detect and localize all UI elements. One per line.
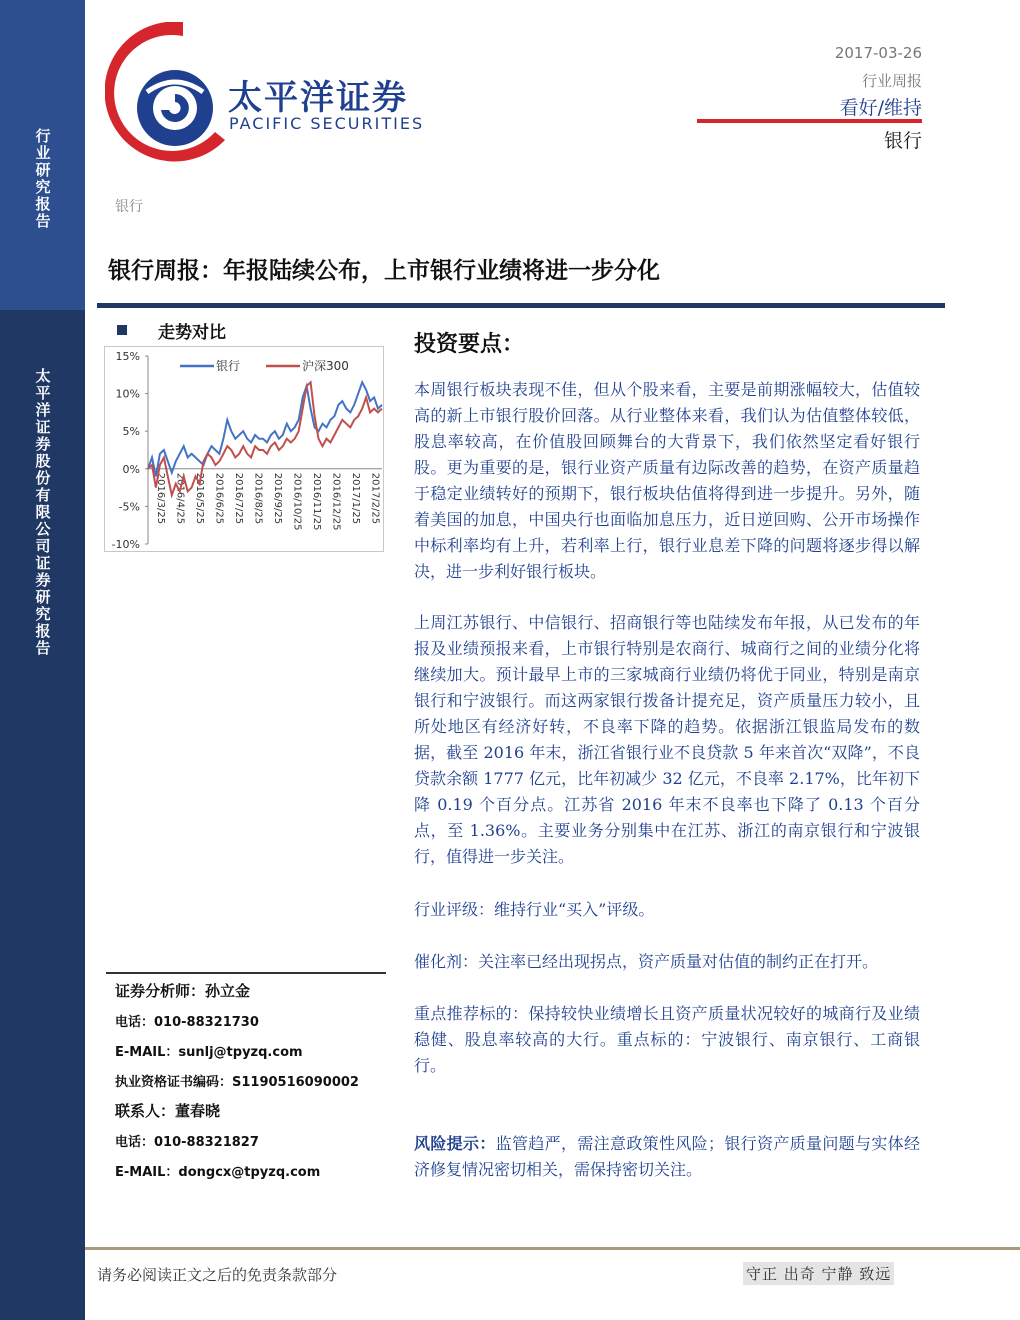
y-tick-label: -5%	[118, 500, 140, 514]
x-tick-label: 2016/8/25	[252, 472, 264, 525]
paragraph-sector-view: 本周银行板块表现不佳，但从个股来看，主要是前期涨幅较大，估值较高的新上市银行股价回落。从行业整体来看，我们认为估值整体较低，股息率较高，在价值股回顾舞台的大背景下，我们依然坚定看好银行股。更为重要的是，银行业资产质量有边际改善的趋势，在资产质量趋于稳定业绩转好的预期下，银行板块估值将得到进一步提升。另外，随着美国的加息，中国央行也面临加息压力，近日逆回购、公开市场操作中标利率均有上升，若利率上行，银行业息差下降的问题将逐步得以解决，进一步利好银行板块。	[414, 380, 920, 581]
key-points-title: 投资要点：	[414, 331, 525, 357]
analyst-email: E-MAIL：sunlj@tpyzq.com	[115, 1045, 303, 1060]
brand-name-cn: 太平洋证券	[228, 78, 408, 118]
sidebar-label-report: 行业研究报告	[35, 127, 51, 230]
header-red-rule	[697, 119, 922, 123]
y-tick-label: 10%	[115, 387, 140, 401]
company-motto: 守正 出奇 宁静 致远	[743, 1262, 894, 1285]
x-tick-label: 2017/2/25	[369, 472, 381, 525]
risk-text: 监管趋严，需注意政策性风险；银行资产质量问题与实体经济修复情况密切相关，需保持密切关注。	[414, 1134, 920, 1179]
contact-phone: 电话：010-88321827	[115, 1135, 259, 1150]
y-tick-label: 0%	[122, 462, 140, 476]
report-date: 2017-03-26	[834, 44, 922, 62]
contact-name: 联系人：董春晓	[115, 1102, 221, 1120]
contact-email: E-MAIL：dongcx@tpyzq.com	[115, 1165, 321, 1180]
report-type: 行业周报	[861, 72, 922, 90]
section-bullet-icon	[117, 325, 127, 335]
paragraph-recommendations: 重点推荐标的：保持较快业绩增长且资产质量状况较好的城商行及业绩稳健、股息率较高的大行。重点标的：宁波银行、南京银行、工商银行。	[414, 1004, 920, 1075]
x-tick-label: 2016/12/25	[330, 472, 342, 531]
footer-divider	[85, 1247, 1020, 1250]
risk-label: 风险提示：	[414, 1134, 496, 1153]
trend-section-title: 走势对比	[158, 323, 226, 343]
brand-name-en: PACIFIC SECURITIES	[229, 114, 425, 133]
analyst-cert: 执业资格证书编码：S1190516090002	[115, 1075, 359, 1090]
paragraph-annual-reports: 上周江苏银行、中信银行、招商银行等也陆续发布年报，从已发布的年报及业绩预报来看，上市银行特别是农商行、城商行之间的业绩分化将继续加大。预计最早上市的三家城商行业绩仍将优于同业，特别是南京银行和宁波银行。而这两家银行拨备计提充足，资产质量压力较小，且所处地区有经济好转，不良率下降的趋势。依据浙江银监局发布的数据，截至 2016 年末，浙江省银行业不良贷款 5 年来首次“双降”，不良贷款余额 1777 亿元，比年初减少 32 亿元，不良率 2.17%，比年初下降 0.19 个百分点。江苏省 2016 年末不良率也下降了 0.13 个百分点，至 1.36%。主要业务分别集中在江苏、浙江的南京银行和宁波银行，值得进一步关注。	[414, 613, 920, 866]
x-tick-label: 2016/11/25	[310, 472, 322, 531]
title-divider	[97, 303, 945, 308]
rating: 看好/维持	[839, 97, 922, 119]
report-title: 银行周报：年报陆续公布，上市银行业绩将进一步分化	[108, 257, 660, 284]
y-tick-label: 5%	[122, 425, 140, 439]
category-label: 银行	[115, 199, 143, 215]
series-line	[148, 382, 382, 495]
industry: 银行	[883, 130, 922, 152]
y-tick-label: -10%	[111, 538, 140, 551]
x-tick-label: 2016/6/25	[213, 472, 225, 525]
x-tick-label: 2016/4/25	[174, 472, 186, 525]
x-tick-label: 2016/7/25	[232, 472, 244, 525]
analyst-name: 证券分析师：孙立金	[115, 982, 251, 1000]
paragraph-catalyst: 催化剂：关注率已经出现拐点，资产质量对估值的制约正在打开。	[414, 952, 879, 971]
paragraph-risk	[414, 1131, 920, 1183]
x-tick-label: 2016/3/25	[154, 472, 166, 525]
legend-label: 沪深300	[302, 359, 349, 373]
analyst-phone: 电话：010-88321730	[115, 1015, 259, 1030]
pacific-logo-icon	[105, 22, 225, 168]
y-tick-label: 15%	[115, 350, 140, 363]
analyst-divider	[106, 972, 386, 974]
paragraph-rating: 行业评级：维持行业“买入”评级。	[414, 900, 655, 919]
legend-label: 银行	[216, 359, 241, 373]
trend-chart	[104, 346, 384, 552]
x-tick-label: 2016/10/25	[291, 472, 303, 531]
series-line	[148, 382, 382, 476]
x-tick-label: 2016/5/25	[193, 472, 205, 525]
x-tick-label: 2016/9/25	[271, 472, 283, 525]
sidebar-label-company: 太平洋证券股份有限公司证券研究报告	[35, 367, 51, 657]
disclaimer-note: 请务必阅读正文之后的免责条款部分	[97, 1266, 338, 1284]
x-tick-label: 2017/1/25	[349, 472, 361, 525]
